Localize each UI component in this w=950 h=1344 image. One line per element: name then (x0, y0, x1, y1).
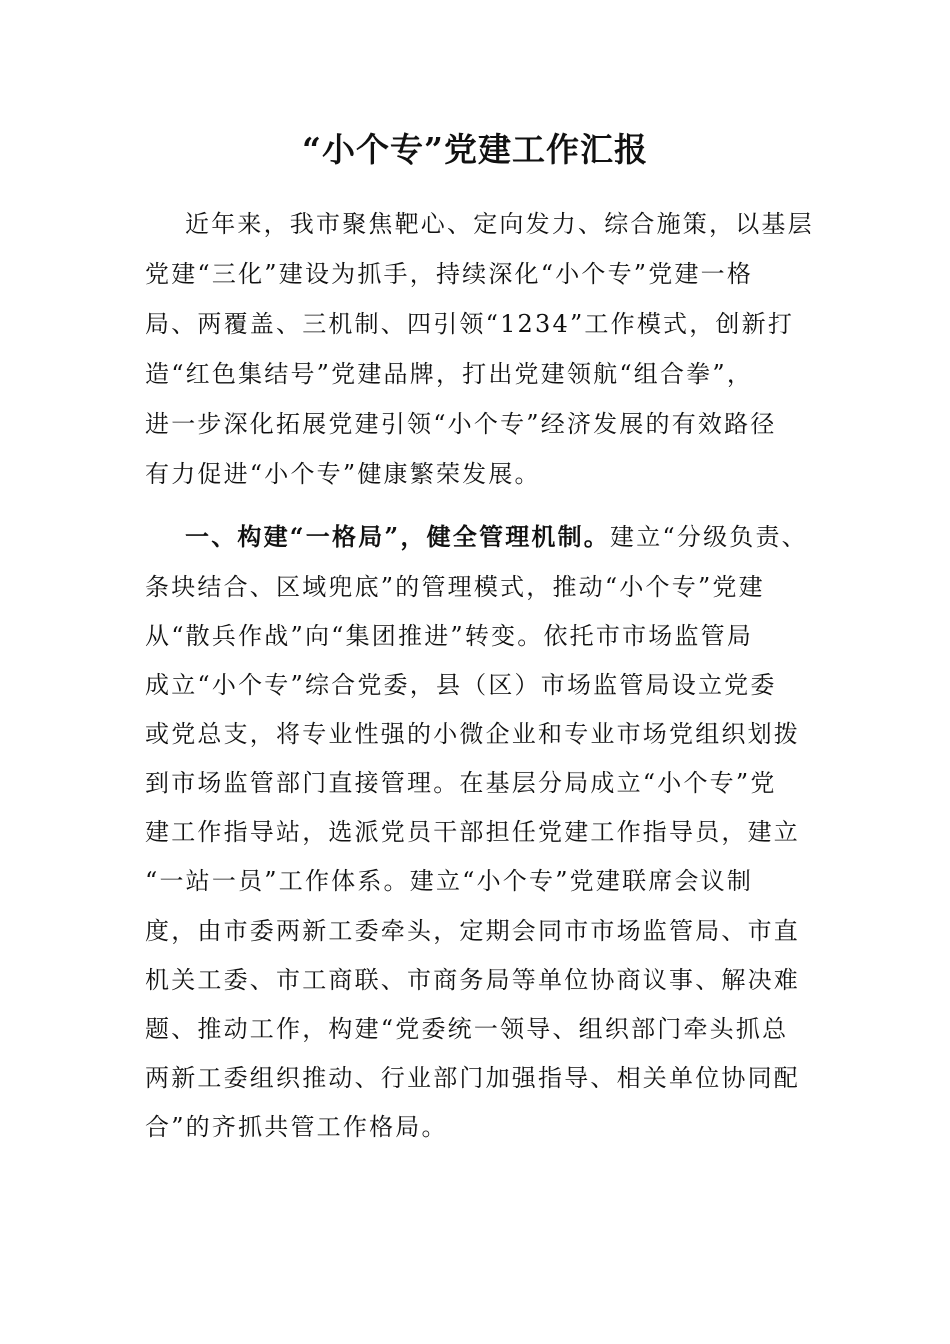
paragraph-line: 度，由市委两新工委牵头，定期会同市市场监管局、市直 (145, 917, 800, 945)
paragraph-line: 有力促进“小个专”健康繁荣发展。 (145, 460, 541, 488)
paragraph-line: 从“散兵作战”向“集团推进”转变。依托市市场监管局 (145, 622, 754, 650)
paragraph-line: 党建“三化”建设为抓手，持续深化“小个专”党建一格 (145, 260, 754, 288)
paragraph-line: 造“红色集结号”党建品牌，打出党建领航“组合拳”， (145, 360, 754, 388)
document-title: “小个专”党建工作汇报 (302, 130, 648, 169)
paragraph-line: 进一步深化拓展党建引领“小个专”经济发展的有效路径 (145, 410, 777, 438)
paragraph-line: 题、推动工作，构建“党委统一领导、组织部门牵头抓总 (145, 1015, 789, 1043)
paragraph-line: 机关工委、市工商联、市商务局等单位协商议事、解决难 (145, 966, 800, 994)
paragraph-line: 近年来，我市聚焦靶心、定向发力、综合施策，以基层 (185, 210, 814, 238)
paragraph-line: 局、两覆盖、三机制、四引领“1234”工作模式，创新打 (145, 310, 795, 338)
section-text: 建立“分级负责、 (610, 523, 808, 551)
paragraph-line: 到市场监管部门直接管理。在基层分局成立“小个专”党 (145, 769, 777, 797)
paragraph-line: 建工作指导站，选派党员干部担任党建工作指导员，建立 (145, 818, 800, 846)
section-heading-line (185, 512, 808, 562)
paragraph-line: 合”的齐抓共管工作格局。 (145, 1113, 448, 1141)
paragraph-line: 或党总支，将专业性强的小微企业和专业市场党组织划拨 (145, 720, 800, 748)
paragraph-line: 两新工委组织推动、行业部门加强指导、相关单位协同配 (145, 1064, 800, 1092)
paragraph-line: 成立“小个专”综合党委，县（区）市场监管局设立党委 (145, 671, 777, 699)
paragraph-line: 条块结合、区域兜底”的管理模式，推动“小个专”党建 (145, 573, 765, 601)
paragraph-line: “一站一员”工作体系。建立“小个专”党建联席会议制 (145, 867, 754, 895)
section-heading: 一、构建“一格局”，健全管理机制。 (185, 522, 611, 551)
